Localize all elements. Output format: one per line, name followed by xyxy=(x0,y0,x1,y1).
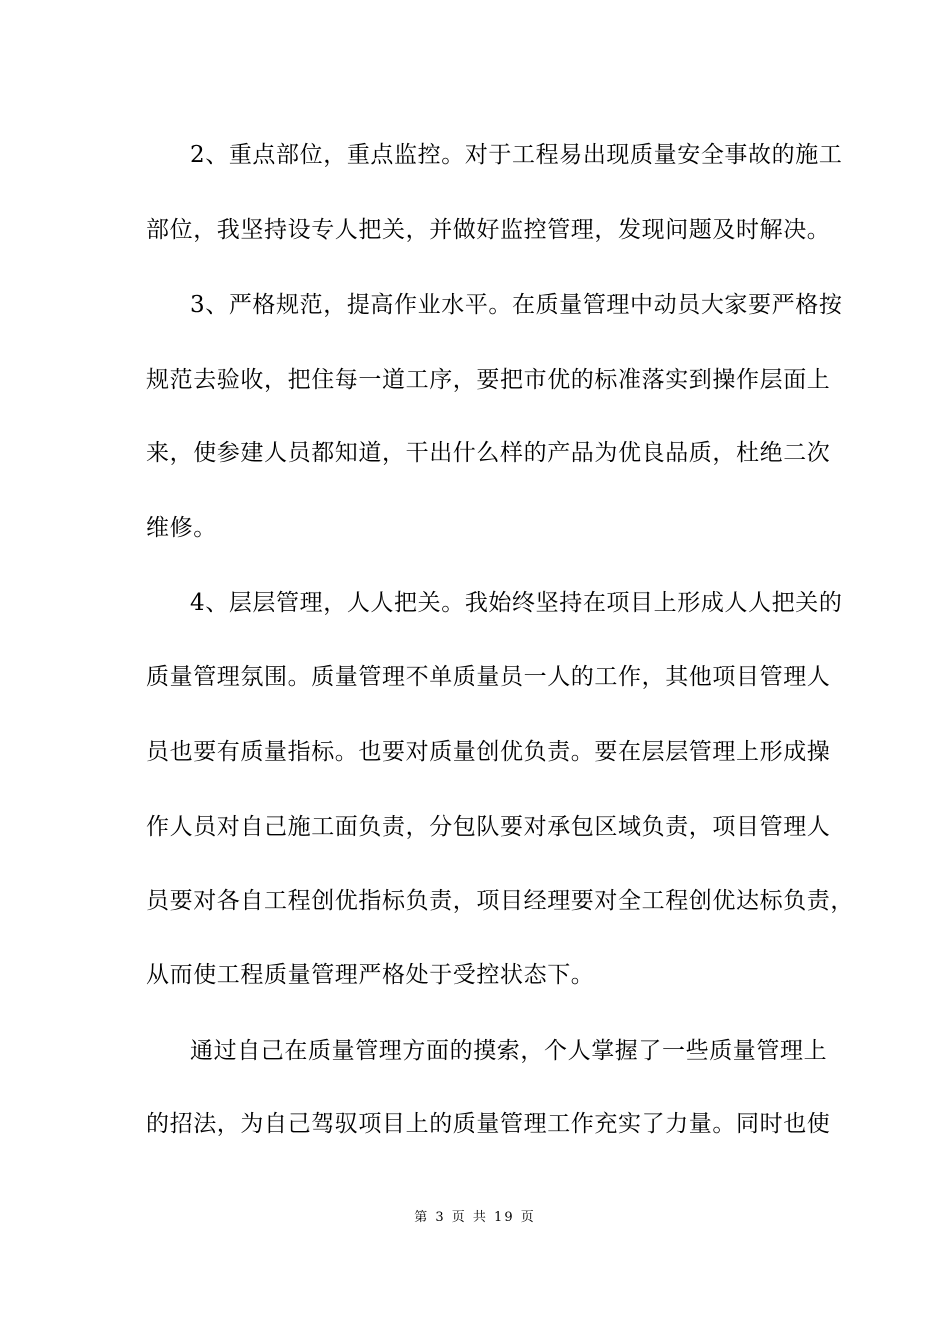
paragraph-line: 作人员对自己施工面负责，分包队要对承包区域负责，项目管理人 xyxy=(146,814,831,840)
page-number-footer: 第 3 页 共 19 页 xyxy=(414,1210,536,1225)
paragraph-line: 通过自己在质量管理方面的摸索，个人掌握了一些质量管理上 xyxy=(190,1038,828,1064)
paragraph-line: 3、严格规范，提高作业水平。在质量管理中动员大家要严格按 xyxy=(190,292,843,318)
paragraph-line: 2、重点部位，重点监控。对于工程易出现质量安全事故的施工 xyxy=(190,142,843,168)
paragraph-line: 来，使参建人员都知道，干出什么样的产品为优良品质，杜绝二次 xyxy=(146,440,831,466)
paragraph-line: 规范去验收，把住每一道工序，要把市优的标准落实到操作层面上 xyxy=(146,367,831,393)
paragraph-line: 质量管理氛围。质量管理不单质量员一人的工作，其他项目管理人 xyxy=(146,664,831,690)
paragraph-line: 从而使工程质量管理严格处于受控状态下。 xyxy=(146,962,595,988)
paragraph-line: 员也要有质量指标。也要对质量创优负责。要在层层管理上形成操 xyxy=(146,739,831,765)
paragraph-line: 4、层层管理，人人把关。我始终坚持在项目上形成人人把关的 xyxy=(190,590,843,616)
paragraph-line: 员要对各自工程创优指标负责，项目经理要对全工程创优达标负责， xyxy=(146,888,854,914)
paragraph-line: 部位，我坚持设专人把关，并做好监控管理，发现问题及时解决。 xyxy=(146,217,831,243)
paragraph-line: 维修。 xyxy=(146,515,217,541)
paragraph-line: 的招法，为自己驾驭项目上的质量管理工作充实了力量。同时也使 xyxy=(146,1111,831,1137)
